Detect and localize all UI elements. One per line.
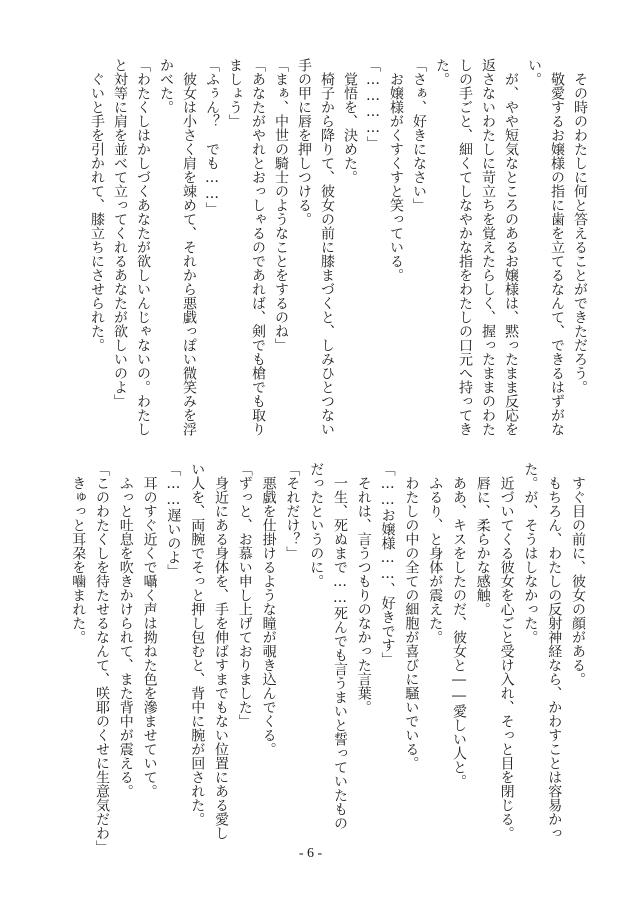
text-line: 「わたくしはかしづくあなたが欲しいんじゃないの。わたし <box>135 58 151 436</box>
text-line: しの手ごと、細くてしなやかな指をわたしの口元へ持ってき <box>457 58 473 436</box>
text-line: 「……遅いのよ」 <box>165 462 182 578</box>
text-line: 覚悟を、決めた。 <box>342 58 358 184</box>
text-line: 椅子から降りて、彼女の前に膝まづくと、しみひとつない <box>319 58 335 436</box>
text-line: 身近にある身体を、手を伸ばすまでもない位置にある愛し <box>213 462 229 840</box>
text-line: だったというのに。 <box>308 462 325 588</box>
text-line: 「それだけ？」 <box>284 462 301 560</box>
text-line: 「このわたくしを待たせるなんて、咲耶のくせに生意気だわ」 <box>94 462 110 854</box>
text-line: 悪戯を仕掛けるような瞳が覗き込んでくる。 <box>260 462 277 756</box>
text-line: 「…………」 <box>365 58 381 150</box>
text-line: ふっと吐息を吹きかけられて、また背中が震える。 <box>117 462 134 798</box>
text-line: 「さぁ、好きになさい」 <box>411 58 427 212</box>
text-line: 敬愛するお嬢様の指に歯を立てるなんて、できるはずがな <box>549 58 565 436</box>
text-line: 「……お嬢様……、好きです」 <box>379 462 396 666</box>
text-line: 近づいてくる彼女を心ごと受け入れ、そっと目を閉じる。 <box>498 462 515 840</box>
text-line: 耳のすぐ近くで囁く声は拗ねた色を滲ませていて。 <box>141 462 158 798</box>
text-line: すぐ目の前に、彼女の顔がある。 <box>570 462 586 686</box>
page-number: - 6 - <box>298 846 323 861</box>
text-line: 返さないわたしに苛立ちを覚えたらしく、握ったままのわた <box>480 58 496 436</box>
text-line: お嬢様がくすくすと笑っている。 <box>388 58 404 282</box>
text-line: ましょう」 <box>227 58 243 128</box>
text-line: ああ、キスをしたのだ、彼女と――愛しい人と。 <box>451 462 467 788</box>
text-line: 「ずっと、お慕い申し上げておりました」 <box>236 462 253 728</box>
text-line: 「まぁ、中世の騎士のようなことをするのね」 <box>273 58 289 352</box>
text-line: もちろん、わたしの反射神経なら、かわすことは容易かっ <box>546 462 563 840</box>
text-line: 唇に、柔らかな感触。 <box>474 462 491 616</box>
text-line: 「ふぅん？ でも……」 <box>204 58 220 216</box>
text-line: 彼女は小さく肩を竦めて、それから悪戯っぽい微笑みを浮 <box>181 58 197 436</box>
text-line: た。 <box>434 58 450 86</box>
text-line: い人を、両腕でそっと押し包むと、背中に腕が回された。 <box>189 462 206 826</box>
text-line: と対等に肩を並べて立ってくれるあなたが欲しいのよ」 <box>112 58 128 408</box>
text-line: ぐいと手を引かれて、膝立ちにさせられた。 <box>89 58 105 352</box>
text-line: ふるり、と身体が震えた。 <box>427 462 444 644</box>
text-line: が、やや短気なところのあるお嬢様は、黙ったまま反応を <box>503 58 519 436</box>
text-line: それは、言うつもりのなかった言葉。 <box>355 462 372 714</box>
text-line: きゅっと耳朶を噛まれた。 <box>70 462 87 644</box>
text-line: 「あなたがやれとおっしゃるのであれば、剣でも槍でも取り <box>250 58 266 436</box>
text-line: かべた。 <box>158 58 174 114</box>
text-line: 一生、死ぬまで……死んでも言うまいと誓っていたもの <box>332 462 348 830</box>
text-line: い。 <box>526 58 542 86</box>
text-line: その時のわたしに何と答えることができただろう。 <box>572 58 588 394</box>
text-line: た。が、そうはしなかった。 <box>522 462 539 644</box>
text-line: 手の甲に唇を押しつける。 <box>296 58 312 226</box>
text-line: わたしの中の全ての細胞が喜びに騒いでいる。 <box>403 462 420 770</box>
